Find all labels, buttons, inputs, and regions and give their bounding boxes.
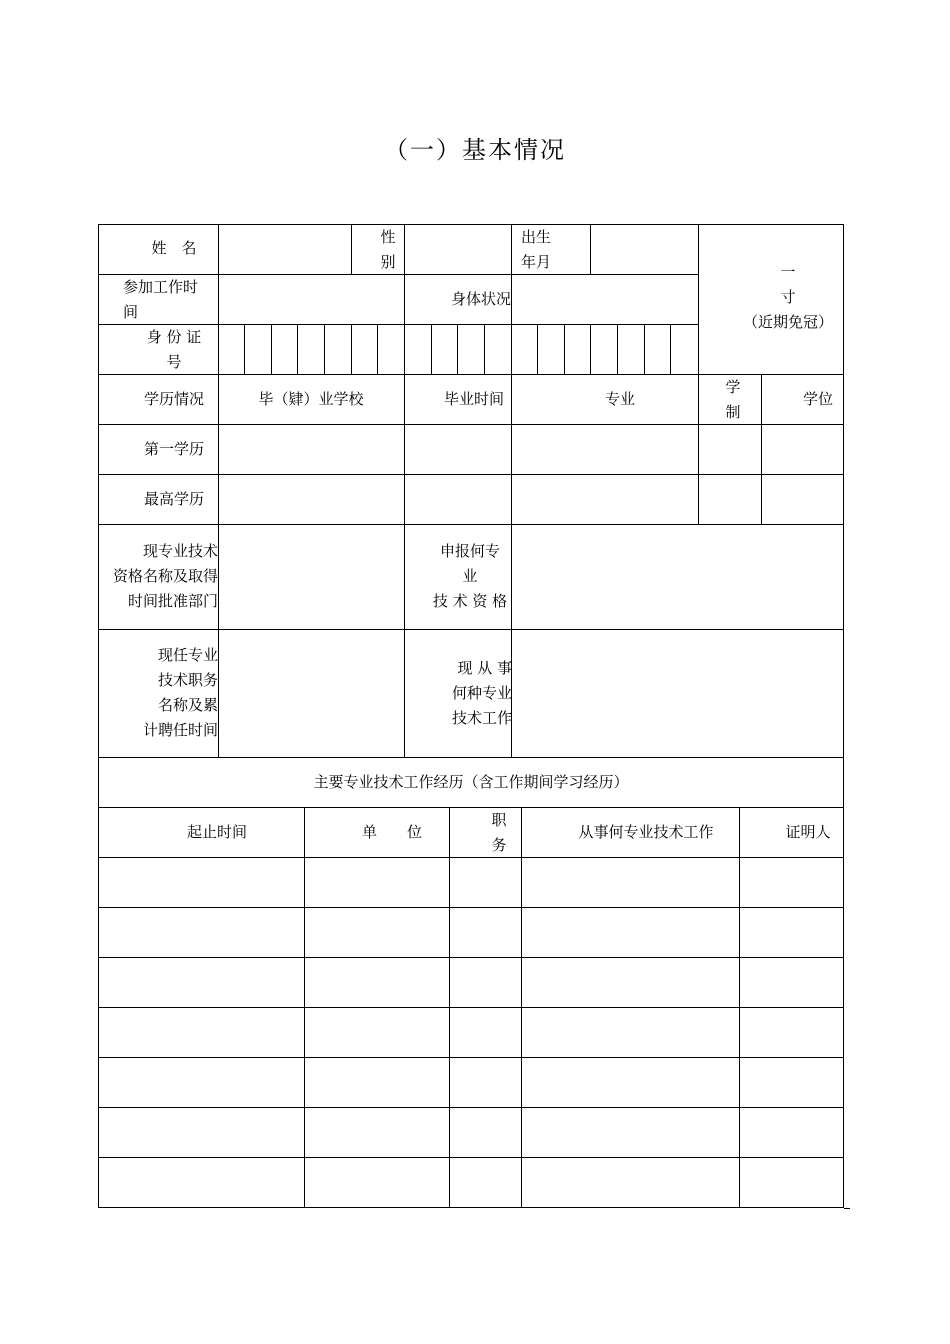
position-header: 职 务 [491, 811, 507, 854]
unit-header: 单 位 [361, 823, 422, 841]
page-title: （一）基本情况 [384, 136, 566, 164]
id-number-label: 身 份 证 号 [146, 328, 202, 371]
grad-time-header: 毕业时间 [443, 390, 504, 408]
degree-header: 学位 [802, 390, 833, 408]
highest-edu-label: 最高学历 [143, 490, 204, 508]
major-header: 专业 [604, 390, 635, 408]
apply-qual-label: 申报何专 业 技 术 资 格 [432, 542, 508, 610]
health-label: 身体状况 [450, 290, 511, 308]
experience-header: 主要专业技术工作经历（含工作期间学习经历） [313, 773, 629, 791]
first-edu-label: 第一学历 [143, 440, 204, 458]
work-start-label: 参加工作时 间 [123, 278, 199, 321]
period-header: 起止时间 [186, 823, 247, 841]
birth-label: 出生 年月 [521, 228, 552, 271]
education-label: 学历情况 [143, 390, 204, 408]
corner-mark [844, 1208, 850, 1209]
school-header: 毕（肄）业学校 [258, 390, 364, 408]
photo-placeholder: 一 寸 （近期免冠） [742, 263, 833, 331]
schooling-years-header: 学 制 [725, 378, 741, 421]
work-field-header: 从事何专业技术工作 [578, 823, 714, 841]
witness-header: 证明人 [785, 823, 831, 841]
gender-label: 性 别 [380, 228, 396, 271]
current-work-label: 现 从 事 何种专业 技术工作 [451, 659, 512, 727]
name-label: 姓 名 [151, 239, 197, 257]
current-post-label: 现任专业 技术职务 名称及累 计聘任时间 [142, 646, 218, 739]
current-qual-label: 现专业技术 资格名称及取得 时间批准部门 [112, 542, 218, 610]
basic-info-form [98, 224, 844, 1208]
